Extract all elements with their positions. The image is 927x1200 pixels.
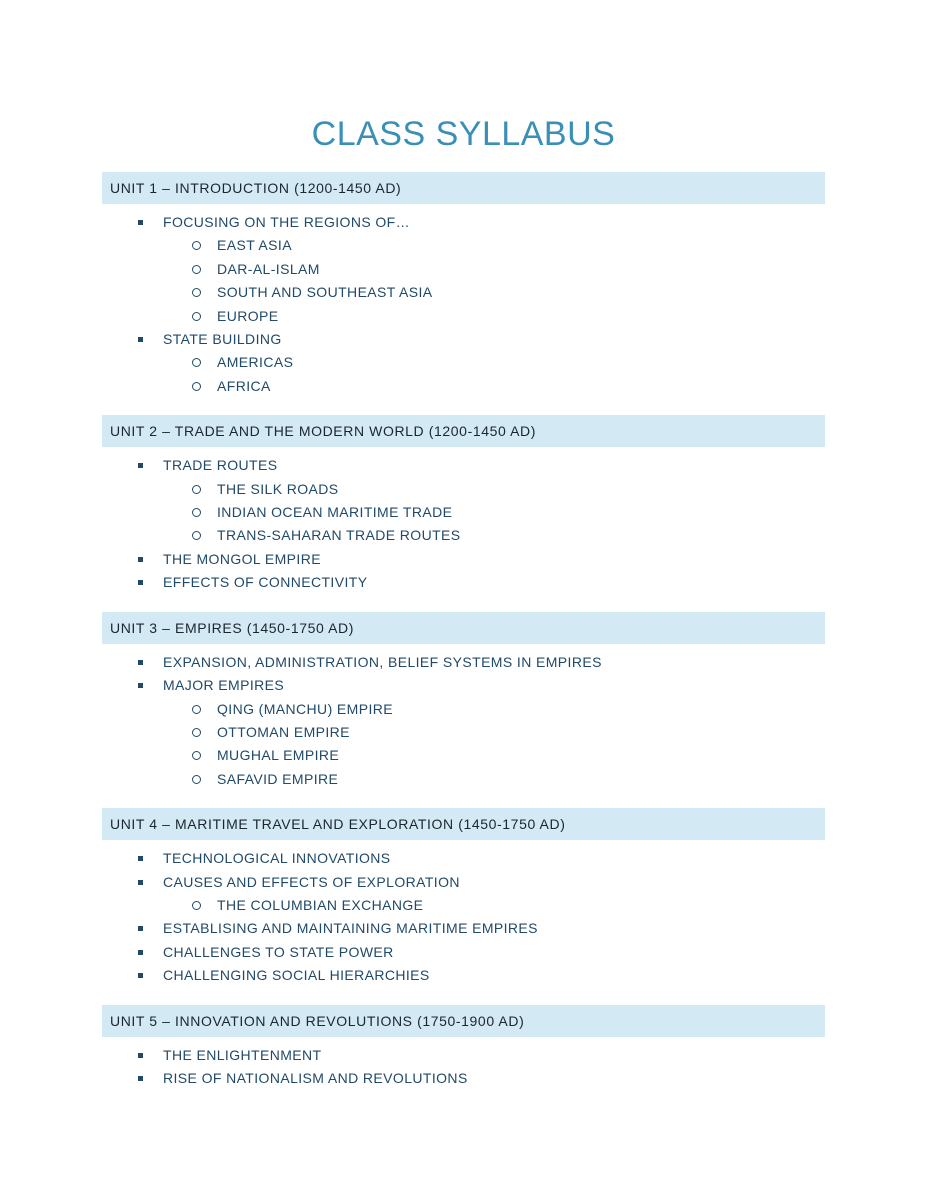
circle-bullet-icon	[192, 508, 201, 517]
unit-heading: UNIT 2 – TRADE AND THE MODERN WORLD (1200-1450 AD)	[102, 415, 825, 447]
circle-bullet-icon	[192, 382, 201, 391]
topic-item	[102, 328, 825, 398]
topic-item	[102, 548, 825, 571]
circle-bullet-icon	[192, 265, 201, 274]
subtopic-list	[163, 894, 825, 917]
topic-item	[102, 571, 825, 594]
topic-label: CHALLENGING SOCIAL HIERARCHIES	[163, 967, 430, 984]
subtopic-label: DAR-AL-ISLAM	[217, 260, 320, 277]
square-bullet-icon	[138, 1053, 143, 1058]
subtopic-item	[102, 375, 825, 398]
subtopic-item	[102, 478, 825, 501]
circle-bullet-icon	[192, 901, 201, 910]
topic-label: CAUSES AND EFFECTS OF EXPLORATION	[163, 873, 460, 890]
topic-item	[102, 651, 825, 674]
subtopic-list	[163, 478, 825, 548]
topic-item	[102, 454, 825, 548]
syllabus-units	[102, 172, 825, 1107]
subtopic-item	[102, 768, 825, 791]
subtopic-item	[102, 281, 825, 304]
unit-section-5	[102, 1005, 825, 1091]
topic-label: THE ENLIGHTENMENT	[163, 1046, 322, 1063]
circle-bullet-icon	[192, 775, 201, 784]
subtopic-label: SAFAVID EMPIRE	[217, 770, 339, 787]
topic-label: STATE BUILDING	[163, 331, 282, 348]
subtopic-item	[102, 524, 825, 547]
square-bullet-icon	[138, 683, 143, 688]
subtopic-label: EAST ASIA	[217, 237, 292, 254]
square-bullet-icon	[138, 973, 143, 978]
subtopic-label: THE COLUMBIAN EXCHANGE	[217, 896, 424, 913]
topic-item	[102, 941, 825, 964]
subtopic-item	[102, 305, 825, 328]
subtopic-item	[102, 258, 825, 281]
subtopic-label: AMERICAS	[217, 354, 294, 371]
subtopic-label: MUGHAL EMPIRE	[217, 747, 340, 764]
subtopic-list	[163, 351, 825, 398]
circle-bullet-icon	[192, 358, 201, 367]
circle-bullet-icon	[192, 241, 201, 250]
topic-item	[102, 917, 825, 940]
topic-item	[102, 847, 825, 870]
subtopic-label: THE SILK ROADS	[217, 480, 339, 497]
square-bullet-icon	[138, 950, 143, 955]
subtopic-list	[163, 698, 825, 792]
unit-heading: UNIT 3 – EMPIRES (1450-1750 AD)	[102, 612, 825, 644]
topic-item	[102, 964, 825, 987]
square-bullet-icon	[138, 856, 143, 861]
square-bullet-icon	[138, 880, 143, 885]
subtopic-list	[163, 234, 825, 328]
subtopic-label: INDIAN OCEAN MARITIME TRADE	[217, 504, 453, 521]
circle-bullet-icon	[192, 751, 201, 760]
subtopic-item	[102, 698, 825, 721]
subtopic-item	[102, 351, 825, 374]
subtopic-item	[102, 744, 825, 767]
topic-label: MAJOR EMPIRES	[163, 677, 285, 694]
topic-item	[102, 1044, 825, 1067]
unit-heading: UNIT 5 – INNOVATION AND REVOLUTIONS (1750-1900 AD)	[102, 1005, 825, 1037]
subtopic-item	[102, 501, 825, 524]
topic-label: TECHNOLOGICAL INNOVATIONS	[163, 850, 391, 867]
topic-label: CHALLENGES TO STATE POWER	[163, 943, 394, 960]
page-title: CLASS SYLLABUS	[311, 115, 616, 153]
topic-label: EXPANSION, ADMINISTRATION, BELIEF SYSTEMS IN EMPIRES	[163, 653, 602, 670]
topic-label: FOCUSING ON THE REGIONS OF…	[163, 214, 411, 230]
topic-item	[102, 1067, 825, 1090]
topic-label: EFFECTS OF CONNECTIVITY	[163, 574, 368, 591]
unit-heading: UNIT 4 – MARITIME TRAVEL AND EXPLORATION (1450-1750 AD)	[102, 808, 825, 840]
subtopic-item	[102, 721, 825, 744]
topic-item	[102, 871, 825, 918]
subtopic-label: AFRICA	[217, 377, 271, 394]
circle-bullet-icon	[192, 728, 201, 737]
square-bullet-icon	[138, 220, 143, 225]
square-bullet-icon	[138, 557, 143, 562]
topic-item	[102, 674, 825, 791]
square-bullet-icon	[138, 926, 143, 931]
unit-section-4	[102, 808, 825, 987]
square-bullet-icon	[138, 660, 143, 665]
unit-section-1	[102, 172, 825, 398]
square-bullet-icon	[138, 337, 143, 342]
topic-label: TRADE ROUTES	[163, 457, 278, 474]
unit-topic-list	[102, 651, 825, 791]
unit-heading: UNIT 1 – INTRODUCTION (1200-1450 AD)	[102, 172, 825, 204]
unit-topic-list	[102, 211, 825, 398]
square-bullet-icon	[138, 463, 143, 468]
circle-bullet-icon	[192, 705, 201, 714]
subtopic-label: SOUTH AND SOUTHEAST ASIA	[217, 284, 433, 301]
circle-bullet-icon	[192, 312, 201, 321]
subtopic-item	[102, 234, 825, 257]
subtopic-label: TRANS-SAHARAN TRADE ROUTES	[217, 527, 461, 544]
unit-topic-list	[102, 847, 825, 987]
unit-topic-list	[102, 454, 825, 594]
unit-section-3	[102, 612, 825, 791]
square-bullet-icon	[138, 1076, 143, 1081]
circle-bullet-icon	[192, 485, 201, 494]
circle-bullet-icon	[192, 288, 201, 297]
subtopic-label: QING (MANCHU) EMPIRE	[217, 700, 393, 717]
topic-label: THE MONGOL EMPIRE	[163, 550, 321, 567]
square-bullet-icon	[138, 580, 143, 585]
unit-section-2	[102, 415, 825, 594]
topic-label: ESTABLISING AND MAINTAINING MARITIME EMPIRES	[163, 920, 538, 937]
topic-item	[102, 211, 825, 328]
subtopic-label: EUROPE	[217, 307, 279, 324]
subtopic-label: OTTOMAN EMPIRE	[217, 723, 350, 740]
unit-topic-list	[102, 1044, 825, 1091]
subtopic-item	[102, 894, 825, 917]
circle-bullet-icon	[192, 531, 201, 540]
topic-label: RISE OF NATIONALISM AND REVOLUTIONS	[163, 1069, 468, 1086]
